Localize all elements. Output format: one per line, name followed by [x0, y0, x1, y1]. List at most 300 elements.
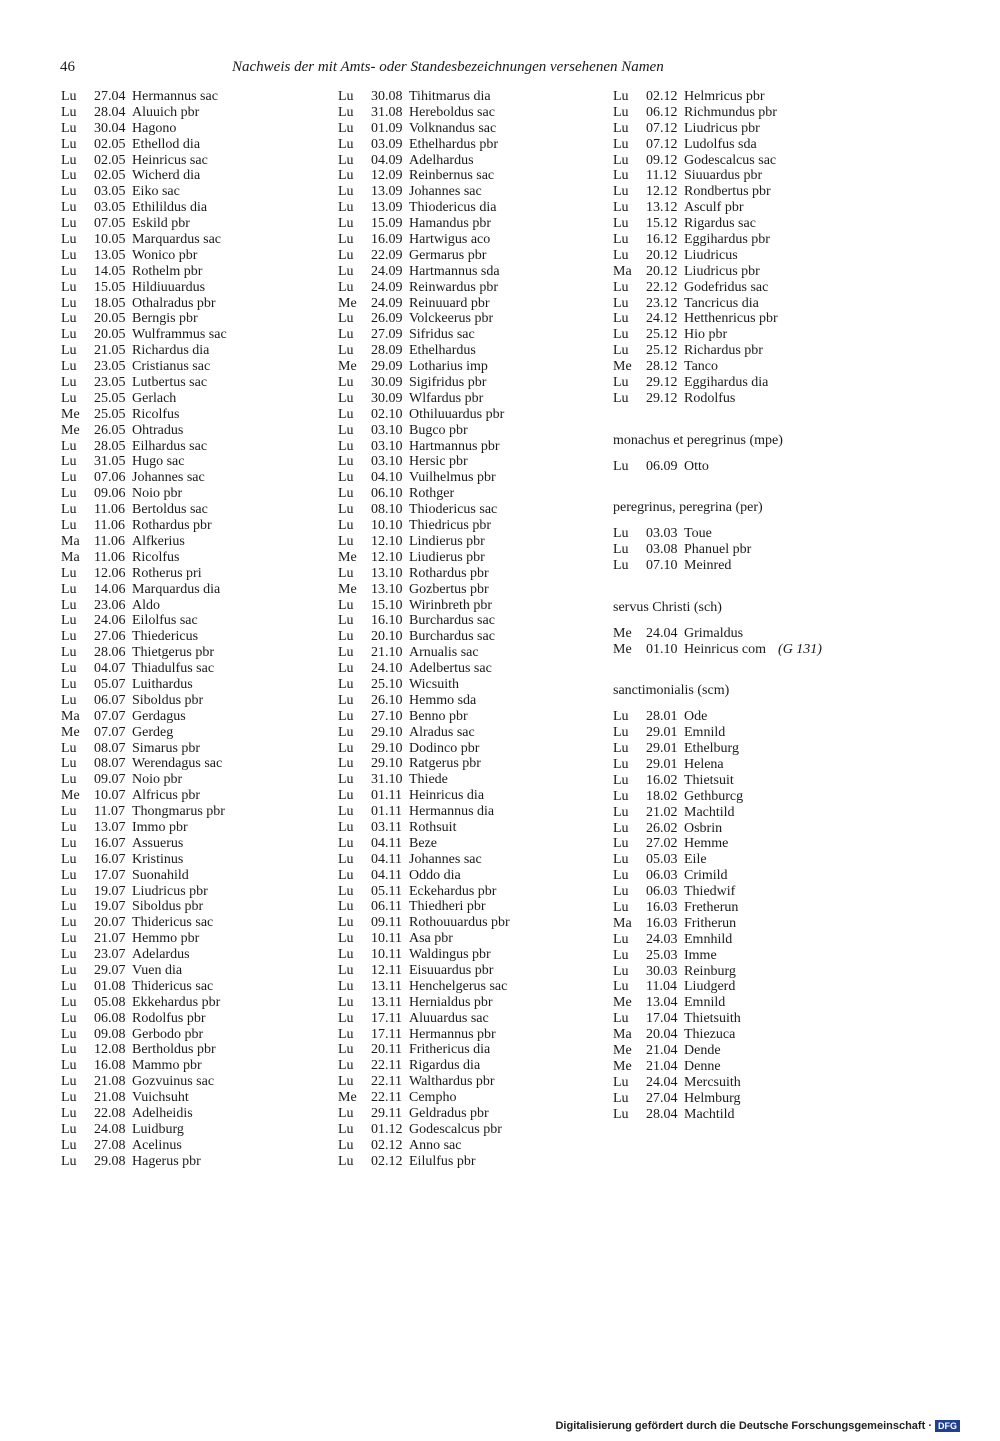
date: 21.10	[371, 645, 403, 661]
monastery-code: Lu	[61, 978, 77, 994]
monastery-code: Lu	[61, 629, 77, 645]
date: 24.04	[646, 1074, 678, 1090]
date: 10.11	[371, 931, 402, 947]
name: Thiadulfus sac	[132, 661, 215, 677]
entry-row	[338, 613, 510, 629]
name: Wulframmus sac	[132, 327, 227, 343]
monastery-code: Lu	[613, 788, 629, 804]
monastery-code: Lu	[338, 708, 354, 724]
entry-row	[338, 1042, 510, 1058]
name: Gozvuinus sac	[132, 1074, 215, 1090]
entry-row	[338, 1122, 510, 1138]
name: Denne	[684, 1058, 721, 1074]
date: 11.06	[94, 502, 125, 518]
entry-row	[613, 995, 822, 1011]
name: Frithericus dia	[409, 1042, 491, 1058]
date: 22.08	[94, 1106, 126, 1121]
name: Emnhild	[684, 931, 733, 947]
monastery-code: Me	[338, 549, 357, 565]
date: 06.07	[94, 692, 126, 708]
monastery-code: Lu	[338, 1137, 354, 1153]
monastery-code: Lu	[338, 1153, 354, 1169]
name: Hagono	[132, 120, 177, 136]
entry-row	[61, 868, 227, 884]
monastery-code: Lu	[61, 931, 77, 947]
date: 28.04	[646, 1106, 678, 1122]
monastery-code: Lu	[61, 295, 77, 311]
name: Rothouuardus pbr	[409, 915, 510, 931]
date: 21.08	[94, 1090, 126, 1106]
name: Thidericus sac	[132, 915, 214, 931]
entry-row	[338, 931, 510, 947]
date: 07.05	[94, 216, 126, 232]
date: 06.12	[646, 104, 678, 120]
monastery-code: Lu	[61, 1058, 77, 1074]
monastery-code: Lu	[613, 899, 629, 915]
date: 09.12	[646, 152, 678, 168]
name: Hetthenricus pbr	[684, 311, 778, 327]
entry-row	[613, 757, 822, 773]
date: 15.09	[371, 216, 403, 232]
monastery-code: Lu	[61, 947, 77, 963]
monastery-code: Lu	[338, 1121, 354, 1137]
name: Eckehardus pbr	[409, 883, 497, 899]
monastery-code: Lu	[338, 756, 354, 772]
date: 13.11	[371, 994, 402, 1010]
entry-row	[61, 884, 227, 900]
monastery-code: Lu	[338, 438, 354, 454]
monastery-code: Lu	[338, 311, 354, 327]
date: 03.10	[371, 438, 403, 454]
entry-row	[338, 836, 510, 852]
monastery-code: Lu	[338, 645, 354, 661]
date: 04.07	[94, 661, 126, 677]
monastery-code: Lu	[613, 136, 629, 152]
monastery-code: Lu	[338, 772, 354, 788]
date: 31.08	[371, 104, 403, 120]
entry-row	[61, 566, 227, 582]
name: Thiezuca	[684, 1027, 736, 1043]
date: 11.06	[94, 533, 125, 549]
entry-row	[338, 280, 510, 296]
entry-row	[613, 805, 822, 821]
monastery-code: Lu	[61, 104, 77, 120]
date: 29.12	[646, 390, 678, 406]
name: Adelbertus sac	[409, 661, 492, 677]
entry-row	[613, 89, 822, 105]
entry-row	[613, 1011, 822, 1027]
entry-row	[61, 963, 227, 979]
entry-row	[338, 629, 510, 645]
date: 28.01	[646, 709, 678, 725]
name: Bugco pbr	[409, 422, 468, 438]
name: Hemme	[684, 836, 729, 852]
name: Thiedheri pbr	[409, 899, 486, 915]
entry-row	[613, 1091, 822, 1107]
entry-row	[338, 725, 510, 741]
monastery-code: Lu	[613, 772, 629, 788]
entry-row	[61, 915, 227, 931]
monastery-code: Lu	[61, 581, 77, 597]
name: Ethellod dia	[132, 136, 201, 152]
entry-row	[338, 518, 510, 534]
entry-row	[61, 232, 227, 248]
entry-row	[61, 439, 227, 455]
entry-row	[338, 439, 510, 455]
name: Thietgerus pbr	[132, 645, 215, 661]
date: 07.12	[646, 120, 678, 136]
name: Richardus dia	[132, 343, 210, 359]
monastery-code: Lu	[61, 390, 77, 406]
name: Crimild	[684, 868, 728, 884]
entry-row	[338, 391, 510, 407]
entry-row	[613, 459, 822, 475]
monastery-code: Me	[61, 788, 80, 804]
name: Eggihardus pbr	[684, 232, 770, 248]
date: 02.05	[94, 168, 126, 184]
date: 15.12	[646, 216, 678, 232]
name: Johannes sac	[409, 851, 482, 867]
monastery-code: Lu	[61, 819, 77, 835]
entry-row	[613, 311, 822, 327]
name: Immo pbr	[132, 819, 188, 835]
monastery-code: Lu	[613, 311, 629, 327]
monastery-code: Lu	[61, 692, 77, 708]
date: 13.10	[371, 581, 403, 597]
name: Hernialdus pbr	[409, 994, 493, 1010]
entry-row	[61, 534, 227, 550]
monastery-code: Me	[61, 406, 80, 422]
entry-row	[338, 534, 510, 550]
name: Adelardus	[132, 947, 190, 963]
name: Richmundus pbr	[684, 104, 777, 120]
name: Hersic pbr	[409, 454, 468, 470]
name: Mercsuith	[684, 1074, 741, 1090]
name: Gethburcg	[684, 788, 744, 804]
entry-row	[61, 1122, 227, 1138]
monastery-code: Lu	[338, 168, 354, 184]
entry-row	[61, 375, 227, 391]
name: Rothger	[409, 486, 455, 502]
monastery-code: Me	[61, 422, 80, 438]
date: 13.04	[646, 995, 678, 1011]
entry-row	[338, 598, 510, 614]
date: 12.09	[371, 168, 403, 184]
name: Rondbertus pbr	[684, 184, 771, 200]
date: 06.08	[94, 1010, 126, 1026]
monastery-code: Lu	[61, 232, 77, 248]
name: Machtild	[684, 1106, 735, 1122]
monastery-code: Lu	[61, 359, 77, 375]
date: 27.04	[646, 1090, 678, 1106]
name: Reinbernus sac	[409, 168, 495, 184]
monastery-code: Ma	[613, 915, 632, 931]
column-3	[613, 89, 822, 1122]
date: 30.09	[371, 375, 403, 391]
entry-row	[61, 486, 227, 502]
entry-row	[613, 280, 822, 296]
entry-row	[61, 280, 227, 296]
name: Godefridus sac	[684, 279, 769, 295]
date: 03.05	[94, 200, 126, 216]
date: 06.03	[646, 884, 678, 900]
date: 04.09	[371, 152, 403, 168]
date: 20.04	[646, 1027, 678, 1043]
date: 19.07	[94, 883, 126, 899]
date: 27.06	[94, 629, 126, 645]
date: 23.05	[94, 359, 126, 375]
monastery-code: Lu	[613, 1011, 629, 1027]
entry-row	[338, 566, 510, 582]
date: 13.05	[94, 247, 126, 263]
entry-row	[338, 343, 510, 359]
date: 02.12	[371, 1153, 403, 1169]
page-number: 46	[60, 59, 75, 75]
date: 10.07	[94, 788, 126, 804]
monastery-code: Lu	[338, 184, 354, 200]
monastery-code: Lu	[61, 645, 77, 661]
date: 17.11	[371, 1026, 402, 1042]
section-heading: monachus et peregrinus (mpe)	[613, 432, 783, 448]
date: 29.08	[94, 1153, 126, 1169]
name: Luithardus	[132, 676, 193, 692]
date: 17.07	[94, 867, 126, 883]
monastery-code: Lu	[613, 542, 629, 558]
reference-note: (G 131)	[778, 641, 822, 657]
entry-row	[613, 741, 822, 757]
name: Hartmannus pbr	[409, 438, 500, 454]
monastery-code: Ma	[613, 263, 632, 279]
date: 09.08	[94, 1026, 126, 1042]
entry-row	[338, 1074, 510, 1090]
entry-row	[61, 772, 227, 788]
date: 31.05	[94, 454, 126, 470]
monastery-code: Lu	[613, 526, 629, 542]
entry-row	[61, 184, 227, 200]
monastery-code: Lu	[61, 565, 77, 581]
date: 22.11	[371, 1090, 402, 1106]
entry-row	[61, 200, 227, 216]
date: 20.05	[94, 327, 126, 343]
name: Vuichsuht	[132, 1090, 189, 1106]
monastery-code: Lu	[613, 725, 629, 741]
name: Asculf pbr	[684, 200, 744, 216]
name: Emnild	[684, 725, 726, 741]
entry-row	[61, 756, 227, 772]
entry-row	[613, 137, 822, 153]
monastery-code: Lu	[338, 915, 354, 931]
date: 24.04	[646, 625, 678, 641]
section-heading: sanctimonialis (scm)	[613, 683, 730, 699]
entry-row	[61, 1011, 227, 1027]
monastery-code: Lu	[61, 661, 77, 677]
date: 23.07	[94, 947, 126, 963]
monastery-code: Lu	[61, 1026, 77, 1042]
monastery-code: Me	[338, 295, 357, 311]
name: Eilhardus sac	[132, 438, 208, 454]
monastery-code: Lu	[61, 1106, 77, 1121]
name: Toue	[684, 526, 712, 542]
entry-row	[338, 200, 510, 216]
monastery-code: Lu	[338, 406, 354, 422]
name: Helena	[684, 756, 724, 772]
monastery-code: Lu	[338, 947, 354, 963]
entry-row	[61, 1058, 227, 1074]
entry-row	[61, 470, 227, 486]
entry-row	[613, 1107, 822, 1123]
monastery-code: Lu	[338, 327, 354, 343]
date: 07.12	[646, 136, 678, 152]
entry-row	[61, 709, 227, 725]
entry-row	[338, 1138, 510, 1154]
date: 01.09	[371, 120, 403, 136]
name: Thiodericus dia	[409, 200, 497, 216]
name: Heinricus sac	[132, 152, 208, 168]
date: 24.03	[646, 931, 678, 947]
entry-row	[613, 789, 822, 805]
entry-row	[338, 264, 510, 280]
date: 23.12	[646, 295, 678, 311]
entry-row	[613, 184, 822, 200]
entry-row	[338, 502, 510, 518]
entry-row	[61, 502, 227, 518]
monastery-code: Lu	[613, 804, 629, 820]
date: 20.11	[371, 1042, 402, 1058]
name: Liudierus pbr	[409, 549, 485, 565]
monastery-code: Lu	[613, 343, 629, 359]
entry-row	[613, 964, 822, 980]
date: 20.05	[94, 311, 126, 327]
date: 13.09	[371, 184, 403, 200]
date: 03.10	[371, 454, 403, 470]
name: Fritherun	[684, 915, 737, 931]
monastery-code: Lu	[338, 454, 354, 470]
entry-row	[61, 89, 227, 105]
name: Simarus pbr	[132, 740, 201, 756]
monastery-code: Lu	[61, 343, 77, 359]
entry-row	[61, 931, 227, 947]
name: Rothardus pbr	[409, 565, 489, 581]
entry-row	[61, 296, 227, 312]
name: Ricolfus	[132, 549, 180, 565]
date: 25.03	[646, 947, 678, 963]
name: Arnualis sac	[409, 645, 479, 661]
entry-row	[613, 558, 822, 574]
date: 02.12	[371, 1137, 403, 1153]
monastery-code: Lu	[338, 343, 354, 359]
date: 23.06	[94, 597, 126, 613]
monastery-code: Lu	[338, 819, 354, 835]
name: Emnild	[684, 995, 726, 1011]
date: 04.11	[371, 867, 402, 883]
entry-row	[613, 248, 822, 264]
monastery-code: Lu	[338, 1026, 354, 1042]
date: 16.08	[94, 1058, 126, 1074]
column-1	[61, 89, 227, 1170]
date: 29.01	[646, 756, 678, 772]
name: Wicherd dia	[132, 168, 201, 184]
column-2	[338, 89, 510, 1170]
date: 03.03	[646, 526, 678, 542]
name: Thidericus sac	[132, 978, 214, 994]
entry-row	[613, 725, 822, 741]
monastery-code: Lu	[61, 1010, 77, 1026]
name: Alradus sac	[409, 724, 475, 740]
date: 04.11	[371, 851, 402, 867]
entry-row	[61, 741, 227, 757]
monastery-code: Me	[613, 995, 632, 1011]
entry-row	[61, 693, 227, 709]
monastery-code: Lu	[338, 835, 354, 851]
date: 10.11	[371, 947, 402, 963]
entry-row	[61, 1027, 227, 1043]
footer-text: Digitalisierung gefördert durch die Deutsche Forschungsgemeinschaft	[555, 1420, 926, 1432]
monastery-code: Lu	[338, 279, 354, 295]
name: Germarus pbr	[409, 247, 487, 263]
date: 12.10	[371, 533, 403, 549]
entry-row	[613, 836, 822, 852]
date: 05.08	[94, 994, 126, 1010]
entry-row	[61, 677, 227, 693]
monastery-code: Me	[613, 1042, 632, 1058]
monastery-code: Lu	[613, 931, 629, 947]
monastery-code: Lu	[613, 741, 629, 757]
date: 29.01	[646, 725, 678, 741]
date: 24.09	[371, 279, 403, 295]
monastery-code: Lu	[338, 1042, 354, 1058]
name: Berngis pbr	[132, 311, 198, 327]
date: 05.07	[94, 676, 126, 692]
entry-row	[61, 327, 227, 343]
name: Rigardus dia	[409, 1058, 481, 1074]
date: 20.10	[371, 629, 403, 645]
name: Hartwigus aco	[409, 232, 491, 248]
entry-row	[613, 900, 822, 916]
name: Heinricus dia	[409, 788, 485, 804]
entry-row	[338, 1106, 510, 1122]
name: Liudricus pbr	[132, 883, 208, 899]
date: 04.11	[371, 835, 402, 851]
entry-row	[61, 1042, 227, 1058]
name: Ethelhardus	[409, 343, 476, 359]
name: Wicsuith	[409, 676, 459, 692]
date: 21.08	[94, 1074, 126, 1090]
entry-row	[61, 359, 227, 375]
name: Rothsuit	[409, 819, 457, 835]
name: Imme	[684, 947, 717, 963]
date: 26.09	[371, 311, 403, 327]
date: 10.05	[94, 232, 126, 248]
entry-row	[613, 773, 822, 789]
monastery-code: Lu	[61, 470, 77, 486]
monastery-code: Lu	[613, 1090, 629, 1106]
entry-row	[613, 391, 822, 407]
entry-row	[61, 836, 227, 852]
date: 16.12	[646, 232, 678, 248]
name: Helmricus pbr	[684, 89, 765, 104]
entry-row	[338, 454, 510, 470]
date: 30.04	[94, 120, 126, 136]
name: Alfkerius	[132, 533, 185, 549]
name: Luidburg	[132, 1121, 184, 1137]
date: 27.09	[371, 327, 403, 343]
entry-row	[338, 121, 510, 137]
name: Assuerus	[132, 835, 184, 851]
name: Ethelhardus pbr	[409, 136, 499, 152]
entry-row	[338, 89, 510, 105]
name: Volknandus sac	[409, 120, 497, 136]
entry-row	[613, 359, 822, 375]
